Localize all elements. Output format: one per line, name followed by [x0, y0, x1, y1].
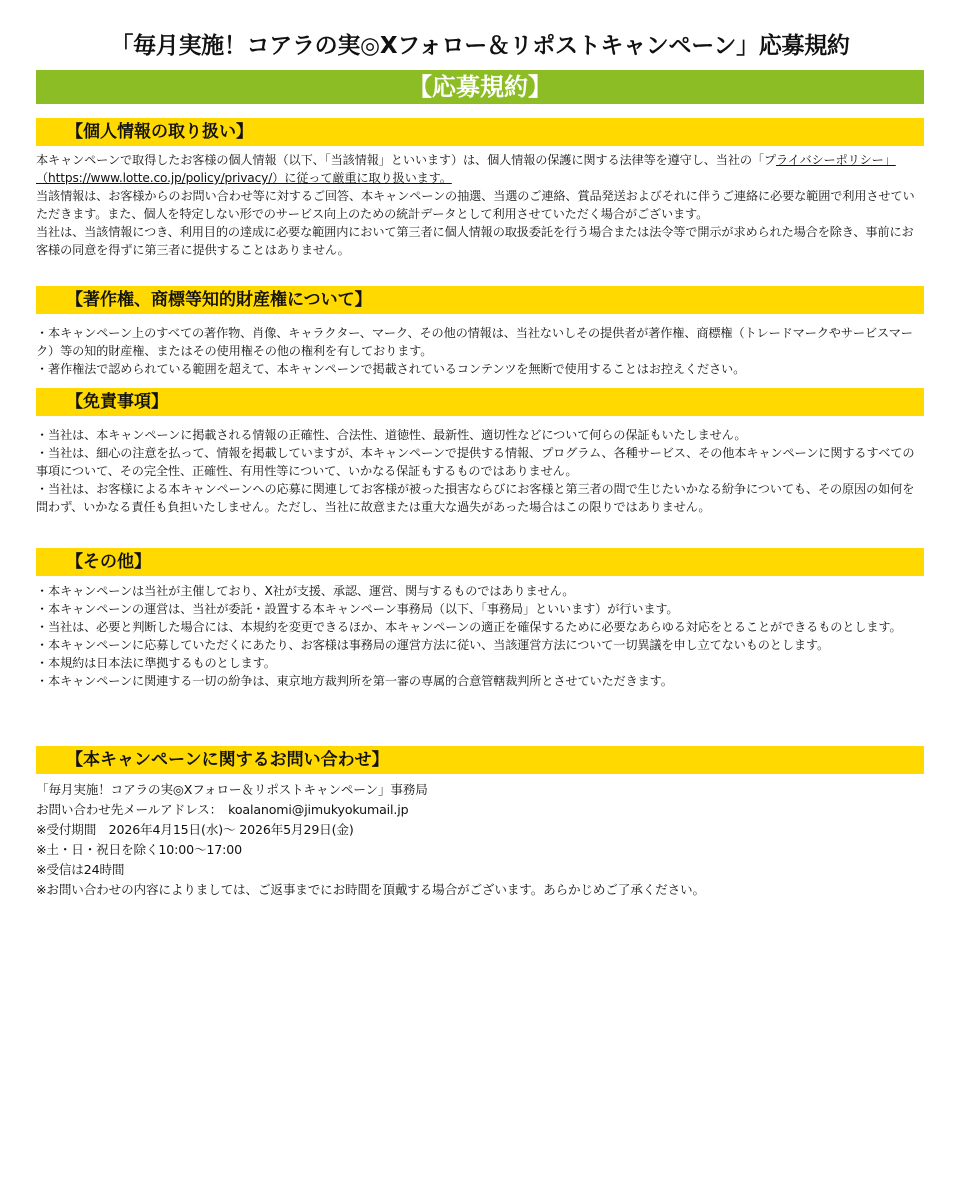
section-body-other: [36, 582, 924, 690]
contact-reception: ※受信は24時間: [36, 862, 125, 877]
section-body-disclaimer: [36, 426, 924, 516]
paragraph: [36, 151, 924, 187]
document-title: 「毎月実施！コアラの実◎Xフォロー＆リポストキャンペーン」応募規約: [110, 33, 850, 59]
contact-period: ※受付期間 2026年4月15日(水)～ 2026年5月29日(金): [36, 822, 354, 837]
list-item: ・当社は、お客様による本キャンペーンへの応募に関連してお客様が被った損害ならびにお客様と第三者の間で生じたいかなる紛争についても、その原因の如何を問わず、いかなる責任も負担いたしません。ただし、当社に故意または重大な過失があった場合はこの限りではありません。: [36, 482, 915, 514]
privacy-policy-link[interactable]: ライバシーポリシー」（https://www.lotte.co.jp/policy/privacy/）に従って厳重に取り扱います。: [36, 153, 896, 185]
contact-note: ※お問い合わせの内容によりましては、ご返事までにお時間を頂戴する場合がございます。あらかじめご了承ください。: [36, 882, 705, 897]
section-body-privacy: [36, 151, 924, 259]
section-heading-contact: 【本キャンペーンに関するお問い合わせ】: [36, 746, 924, 774]
section-heading-privacy: 【個人情報の取り扱い】: [36, 118, 924, 146]
section-heading-copyright: 【著作権、商標等知的財産権について】: [36, 286, 924, 314]
list-item: ・本規約は日本法に準拠するものとします。: [36, 656, 276, 670]
list-item: ・当社は、本キャンペーンに掲載される情報の正確性、合法性、道徳性、最新性、適切性などについて何らの保証もいたしません。: [36, 428, 747, 442]
list-item: ・本キャンペーンの運営は、当社が委託・設置する本キャンペーン事務局（以下、「事務局」といいます）が行います。: [36, 602, 679, 616]
section-body-contact: [36, 780, 924, 900]
paragraph-text: 本キャンペーンで取得したお客様の個人情報（以下、「当該情報」といいます）は、個人情報の保護に関する法律等を遵守し、当社の「プ: [36, 153, 776, 167]
contact-office: 「毎月実施！コアラの実◎Xフォロー＆リポストキャンペーン」事務局: [36, 782, 428, 797]
section-body-copyright: [36, 324, 924, 378]
list-item: ・本キャンペーンに応募していただくにあたり、お客様は事務局の運営方法に従い、当該運営方法について一切異議を申し立てないものとします。: [36, 638, 830, 652]
list-item: ・本キャンペーンは当社が主催しており、X社が支援、承認、運営、関与するものではありません。: [36, 584, 575, 598]
paragraph: 当該情報は、お客様からのお問い合わせ等に対するご回答、本キャンペーンの抽選、当選のご連絡、賞品発送およびそれに伴うご連絡に必要な範囲で利用させていただきます。また、個人を特定しない形でのサービス向上のための統計データとして利用させていただく場合がございます。: [36, 189, 915, 221]
section-heading-disclaimer: 【免責事項】: [36, 388, 924, 416]
contact-hours: ※土・日・祝日を除く10:00～17:00: [36, 842, 242, 857]
list-item: ・本キャンペーンに関連する一切の紛争は、東京地方裁判所を第一審の専属的合意管轄裁判所とさせていただきます。: [36, 674, 673, 688]
list-item: ・当社は、必要と判断した場合には、本規約を変更できるほか、本キャンペーンの適正を確保するために必要なあらゆる対応をとることができるものとします。: [36, 620, 902, 634]
list-item: ・当社は、細心の注意を払って、情報を掲載していますが、本キャンペーンで提供する情報、プログラム、各種サービス、その他本キャンペーンに関するすべての事項について、その完全性、正確性、有用性等について、いかなる保証もするものではありません。: [36, 446, 915, 478]
paragraph: 当社は、当該情報につき、利用目的の達成に必要な範囲内において第三者に個人情報の取扱委託を行う場合または法令等で開示が求められた場合を除き、事前にお客様の同意を得ずに第三者に提供することはありません。: [36, 225, 914, 257]
contact-email[interactable]: お問い合わせ先メールアドレス： koalanomi@jimukyokumail.jp: [36, 802, 409, 817]
list-item: ・著作権法で認められている範囲を超えて、本キャンペーンで掲載されているコンテンツを無断で使用することはお控えください。: [36, 362, 746, 376]
section-heading-other: 【その他】: [36, 548, 924, 576]
terms-banner: 【応募規約】: [36, 70, 924, 104]
list-item: ・本キャンペーン上のすべての著作物、肖像、キャラクター、マーク、その他の情報は、当社ないしその提供者が著作権、商標権（トレードマークやサービスマーク）等の知的財産権、またはその使用権その他の権利を有しております。: [36, 326, 913, 358]
